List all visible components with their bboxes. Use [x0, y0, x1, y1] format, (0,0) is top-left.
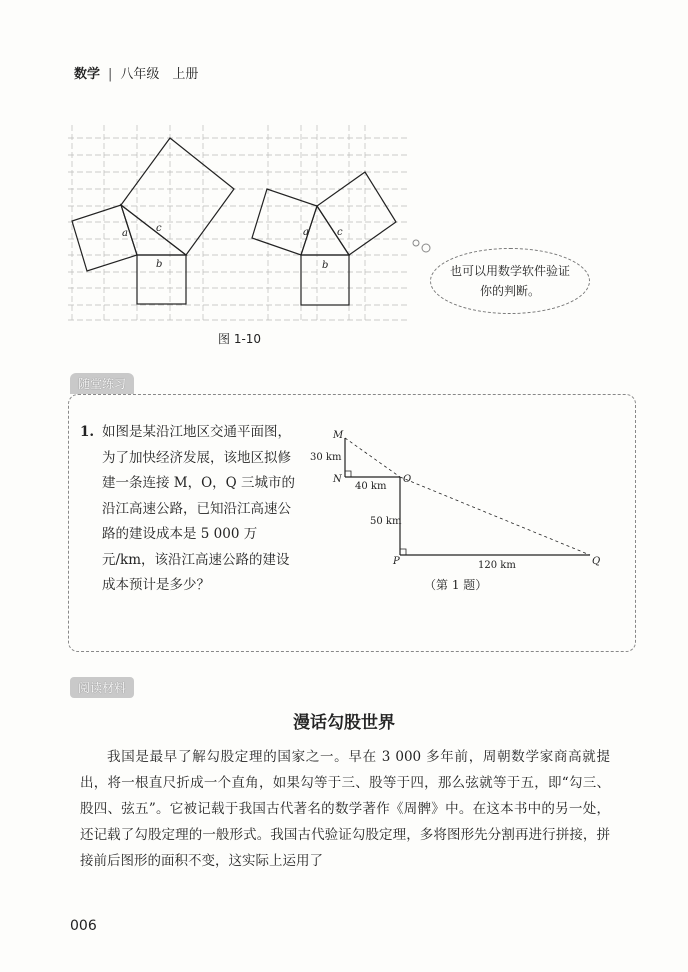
label-b-left: b [156, 259, 163, 270]
length-PQ: 120 km [478, 560, 516, 571]
header-separator: | [108, 67, 113, 82]
reading-tag: 阅读材料 [70, 677, 134, 698]
subject: 数学 [74, 67, 101, 82]
length-OP: 50 km [370, 516, 402, 527]
point-O: O [403, 474, 412, 485]
point-M: M [333, 430, 344, 441]
grid-lines [68, 125, 410, 320]
reading-title: 漫话勾股世界 [293, 713, 395, 733]
label-a-right: a [303, 227, 309, 238]
bubble-text: 也可以用数学软件验证你的判断。 [449, 264, 570, 298]
label-a-left: a [122, 228, 128, 239]
grade: 八年级 上册 [120, 67, 199, 82]
bubble-tail [413, 240, 430, 252]
label-c-left: c [156, 223, 162, 234]
label-b-right: b [322, 260, 329, 271]
thought-bubble [430, 248, 590, 314]
page-number: 006 [70, 918, 97, 934]
exercise-question [80, 420, 302, 599]
length-MN: 30 km [310, 452, 342, 463]
point-N: N [333, 474, 342, 485]
reading-paragraph: 我国是最早了解勾股定理的国家之一。早在 3 000 多年前，周朝数学家商高就提出，将一根直尺折成一个直角，如果勾等于三、股等于四，那么弦就等于五，即“勾三、股四、弦五”。它被记载于我国古代著名的数学著作《周髀》中。在这本书中的另一处，还记载了勾股定理的一般形式。我国古代验证勾股定理，多将图形先分割再进行拼接，拼接前后图形的面积不变，这实际上运用了 [80, 749, 610, 869]
length-NO: 40 km [355, 481, 387, 492]
exercise-tag: 随堂练习 [70, 373, 134, 394]
label-c-right: c [337, 227, 343, 238]
question-number: 1. [80, 424, 95, 440]
point-Q: Q [592, 556, 601, 567]
point-P: P [393, 556, 400, 567]
diagram-caption: （第 1 题） [424, 578, 488, 592]
question-text: 如图是某沿江地区交通平面图，为了加快经济发展，该地区拟修建一条连接 M，O，Q 三城市的沿江高速公路，已知沿江高速公路的建设成本是 5 000 万元/km，该沿江高速公路的建设成本预计是多少？ [102, 424, 296, 593]
right-pythagoras-figure [252, 172, 396, 305]
figure-caption: 图 1-10 [218, 332, 262, 346]
left-pythagoras-figure [72, 138, 234, 304]
